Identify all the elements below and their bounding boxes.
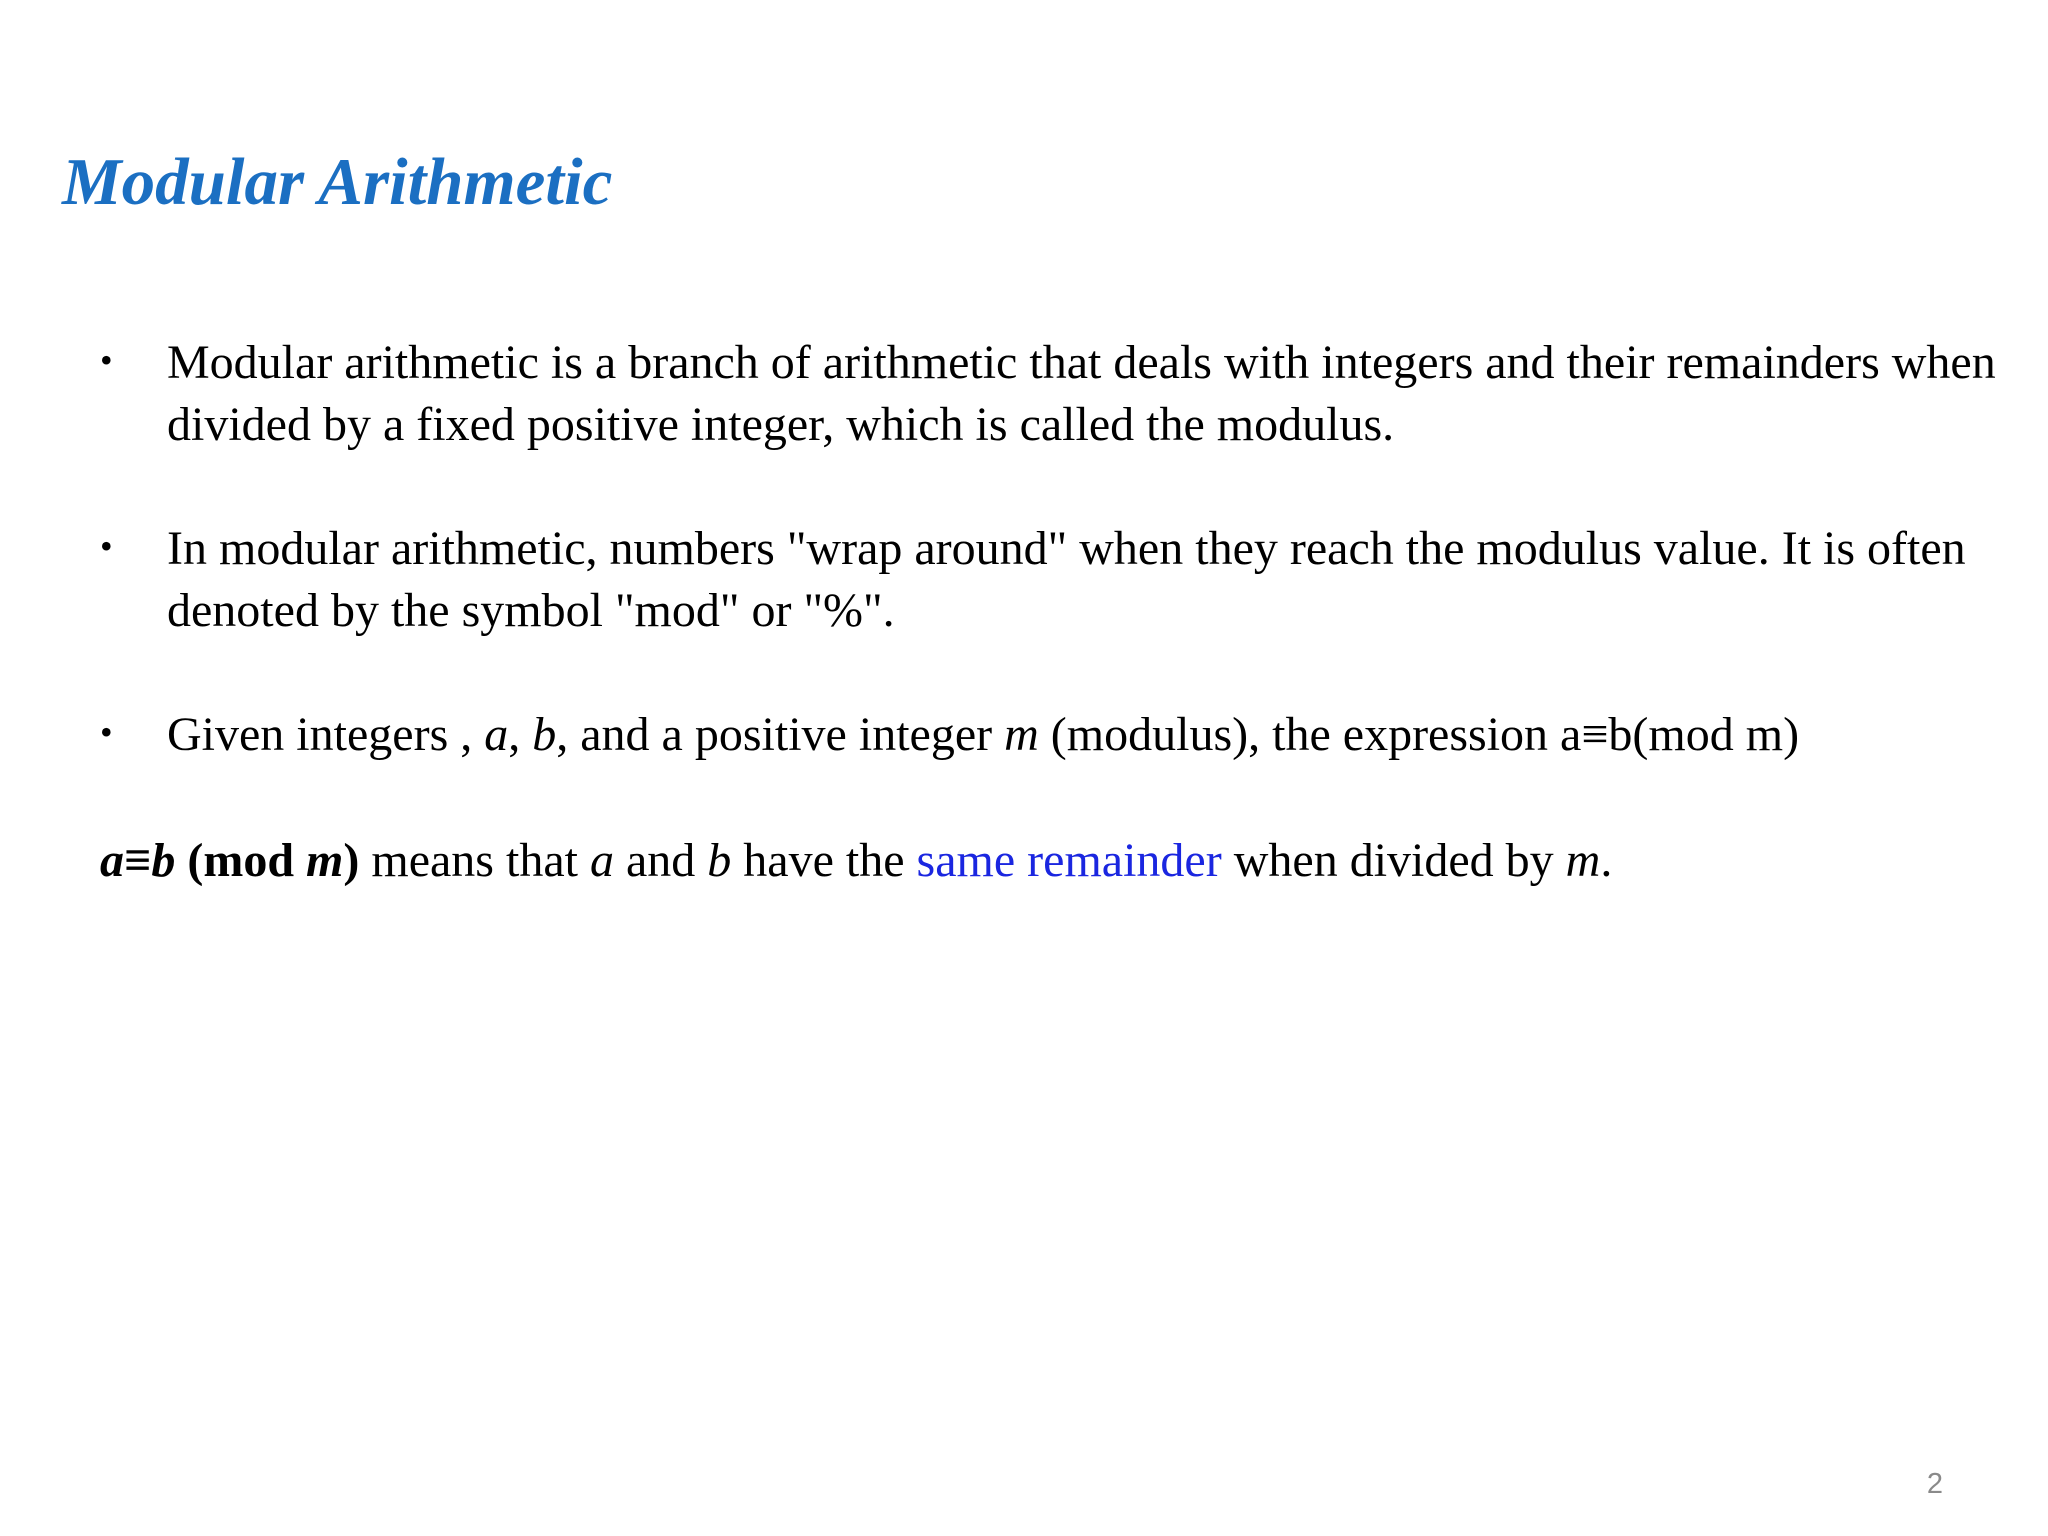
- page-number: 2: [1926, 1468, 1943, 1500]
- bullet-item-definition: [100, 332, 2000, 456]
- congruence-statement: [100, 830, 1612, 892]
- variable-m: m: [1565, 834, 1601, 887]
- bullet-text-part: ,: [508, 708, 533, 761]
- bullet-text: In modular arithmetic, numbers "wrap around" when they reach the modulus value. It is often denoted by the symbol "mod" or "%".: [167, 522, 1966, 637]
- bullet-dot-icon: •: [100, 526, 113, 566]
- statement-text: .: [1600, 834, 1613, 887]
- bullet-item-wrap-around: [100, 518, 2000, 642]
- bullet-item-congruence: [100, 704, 2000, 766]
- bullet-text-part: , and a positive integer: [556, 708, 1005, 761]
- slide-title: Modular Arithmetic: [62, 145, 613, 219]
- congruence-ab: a≡b: [100, 834, 176, 887]
- bullet-dot-icon: •: [100, 340, 113, 380]
- bullet-text-part: Given integers ,: [167, 708, 485, 761]
- bullet-dot-icon: •: [100, 712, 113, 752]
- statement-text: and: [613, 834, 708, 887]
- variable-b: b: [532, 708, 557, 761]
- variable-b: b: [707, 834, 732, 887]
- statement-text: when divided by: [1221, 834, 1566, 887]
- bullet-list: [100, 332, 2000, 828]
- statement-text: have the: [731, 834, 917, 887]
- mod-open: (mod: [175, 834, 307, 887]
- variable-a: a: [484, 708, 509, 761]
- modulus-m: m: [306, 834, 344, 887]
- variable-a: a: [589, 834, 614, 887]
- same-remainder-highlight: same remainder: [916, 834, 1222, 887]
- statement-notation: [100, 834, 359, 887]
- bullet-text-part: (modulus), the expression a≡b(mod m): [1038, 708, 1800, 761]
- variable-m: m: [1004, 708, 1039, 761]
- statement-text: means that: [359, 834, 590, 887]
- bullet-text: Modular arithmetic is a branch of arithmetic that deals with integers and their remainders when divided by a fixed positive integer, which is called the modulus.: [167, 336, 1996, 451]
- mod-close: ): [343, 834, 360, 887]
